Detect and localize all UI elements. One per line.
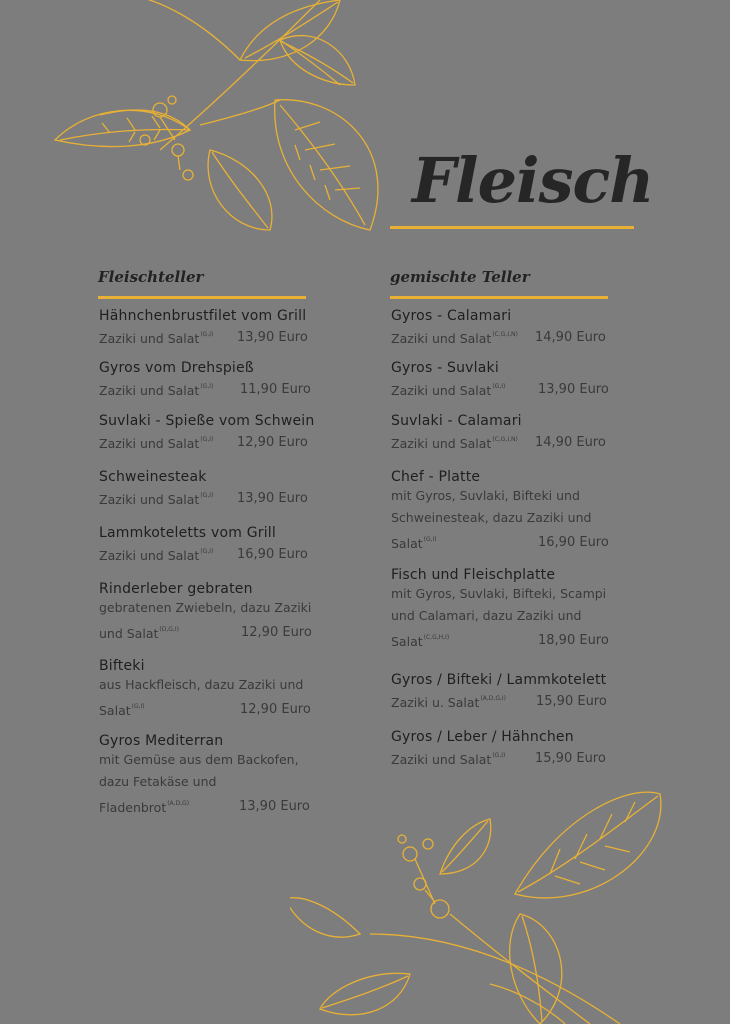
allergen-codes: (A,D,G,I): [480, 695, 506, 702]
menu-item-description: Zaziki und Salat$^{(G,I)}$: [99, 492, 214, 507]
menu-item-name: Bifteki: [99, 658, 145, 674]
allergen-codes: (C,G,I,N): [492, 331, 518, 338]
menu-item-price: 13,90 Euro: [237, 330, 308, 345]
menu-item-price: 16,90 Euro: [538, 535, 609, 550]
menu-item-description: mit Gyros, Suvlaki, Bifteki und: [391, 488, 580, 503]
menu-item-price: 12,90 Euro: [240, 702, 311, 717]
leaf-branch-illustration-top: [40, 0, 420, 240]
menu-item-description: mit Gemüse aus dem Backofen,: [99, 752, 299, 767]
menu-item-name: Suvlaki - Spieße vom Schwein: [99, 413, 315, 429]
menu-item-description: Zaziki u. Salat$^{(A,D,G,I)}$: [391, 695, 506, 710]
allergen-codes: (A,D,G): [167, 800, 190, 807]
menu-item-name: Gyros - Suvlaki: [391, 360, 499, 376]
menu-item-price: 14,90 Euro: [535, 435, 606, 450]
title-underline: [390, 226, 634, 229]
menu-item-description: Zaziki und Salat$^{(G,I)}$: [99, 548, 214, 563]
menu-item-price: 15,90 Euro: [535, 751, 606, 766]
menu-item-description: aus Hackfleisch, dazu Zaziki und: [99, 677, 304, 692]
menu-item-description: mit Gyros, Suvlaki, Bifteki, Scampi: [391, 586, 607, 601]
menu-item-description: Zaziki und Salat$^{(G,I)}$: [391, 383, 506, 398]
allergen-codes: (C,G,I,N): [492, 436, 518, 443]
allergen-codes: (G,I): [131, 703, 145, 710]
menu-item-description: Salat$^{(C,G,H,I)}$: [391, 634, 450, 649]
menu-item-name: Gyros vom Drehspieß: [99, 360, 254, 376]
allergen-codes: (G,I): [200, 383, 214, 390]
leaf-branch-illustration-bottom: [290, 784, 730, 1024]
menu-item: [391, 360, 505, 402]
menu-item-price: 15,90 Euro: [536, 694, 607, 709]
menu-item-price: 16,90 Euro: [237, 547, 308, 562]
allergen-codes: (C,G,H,I): [423, 634, 450, 641]
allergen-codes: (G,I): [200, 492, 214, 499]
menu-item: [99, 469, 213, 511]
menu-item-price: 14,90 Euro: [535, 330, 606, 345]
menu-item-name: Gyros / Leber / Hähnchen: [391, 729, 574, 745]
menu-item-price: 18,90 Euro: [538, 633, 609, 648]
menu-item-description: gebratenen Zwiebeln, dazu Zaziki: [99, 600, 312, 615]
right-heading-underline: [390, 296, 608, 299]
menu-item-name: Chef - Platte: [391, 469, 481, 485]
menu-item-name: Lammkoteletts vom Grill: [99, 525, 276, 541]
menu-item-price: 13,90 Euro: [239, 799, 310, 814]
allergen-codes: (G,I): [423, 536, 437, 543]
menu-item-description: dazu Fetakäse und: [99, 774, 217, 789]
menu-item-name: Hähnchenbrustfilet vom Grill: [99, 308, 307, 324]
menu-item-description: Zaziki und Salat$^{(C,G,I,N)}$: [391, 436, 518, 451]
menu-item-description: Fladenbrot$^{(A,D,G)}$: [99, 800, 190, 815]
menu-item-description: und Calamari, dazu Zaziki und: [391, 608, 582, 623]
menu-item-name: Gyros - Calamari: [391, 308, 512, 324]
allergen-codes: (G,I): [492, 752, 506, 759]
menu-item: [99, 360, 254, 402]
menu-item-description: Zaziki und Salat$^{(G,I)}$: [391, 752, 506, 767]
menu-item-name: Rinderleber gebraten: [99, 581, 253, 597]
menu-item-description: Zaziki und Salat$^{(G,I)}$: [99, 331, 214, 346]
allergen-codes: (G,I): [200, 548, 214, 555]
page-title: Fleisch: [412, 144, 654, 217]
menu-item: [391, 413, 522, 455]
menu-item-description: und Salat$^{(D,G,I)}$: [99, 626, 179, 641]
menu-item-price: 11,90 Euro: [240, 382, 311, 397]
allergen-codes: (G,I): [200, 436, 214, 443]
menu-item-description: Salat$^{(G,I)}$: [99, 703, 145, 718]
menu-item-description: Salat$^{(G,I)}$: [391, 536, 437, 551]
menu-item-price: 13,90 Euro: [538, 382, 609, 397]
allergen-codes: (G,I): [200, 331, 214, 338]
left-heading-underline: [98, 296, 306, 299]
menu-item-name: Gyros / Bifteki / Lammkotelett: [391, 672, 607, 688]
menu-item-price: 12,90 Euro: [241, 625, 312, 640]
right-column-heading: gemischte Teller: [390, 268, 530, 286]
menu-item-price: 12,90 Euro: [237, 435, 308, 450]
allergen-codes: (D,G,I): [159, 626, 179, 633]
menu-item: [391, 308, 518, 350]
menu-item-description: Zaziki und Salat$^{(G,I)}$: [99, 383, 214, 398]
menu-item-description: Schweinesteak, dazu Zaziki und: [391, 510, 592, 525]
left-column-heading: Fleischteller: [98, 268, 204, 286]
menu-item-name: Gyros Mediterran: [99, 733, 224, 749]
allergen-codes: (G,I): [492, 383, 506, 390]
menu-item-description: Zaziki und Salat$^{(C,G,I,N)}$: [391, 331, 518, 346]
menu-item-price: 13,90 Euro: [237, 491, 308, 506]
menu-item-description: Zaziki und Salat$^{(G,I)}$: [99, 436, 214, 451]
menu-item-name: Schweinesteak: [99, 469, 207, 485]
menu-item-name: Fisch und Fleischplatte: [391, 567, 556, 583]
menu-item-name: Suvlaki - Calamari: [391, 413, 522, 429]
